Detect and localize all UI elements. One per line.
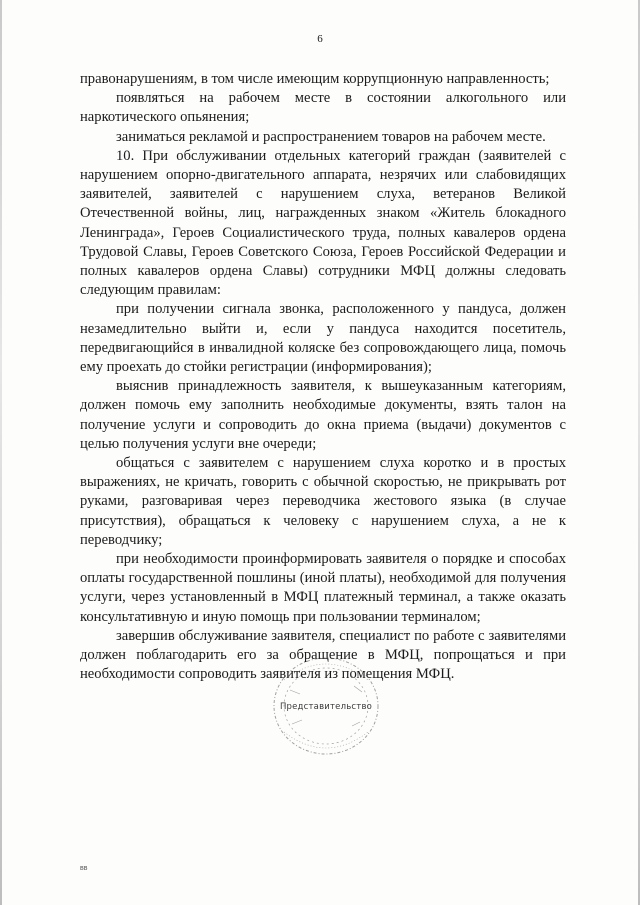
paragraph-assist-documents: выяснив принадлежность заявителя, к вышеуказанным категориям, должен помочь ему заполнить необходимые документы, взять талон на получение услуги и сопроводить до окна приема (выдачи) документов с целью получения услуги вне очереди;: [80, 378, 566, 452]
document-body: [80, 70, 566, 685]
official-stamp: [270, 650, 382, 760]
paragraph-continuation: правонарушениям, в том числе имеющим коррупционную направленность;: [80, 71, 550, 87]
page-number: 6: [317, 33, 323, 45]
paragraph-hearing-impaired: общаться с заявителем с нарушением слуха коротко и в простых выражениях, не кричать, говорить с обычной скоростью, не прикрывать рот руками, разговаривая через переводчика жестового языка (в случае присутствия), обращаться к человеку с нарушением слуха, а не к переводчику;: [80, 455, 566, 548]
paragraph-advertising: заниматься рекламой и распространением товаров на рабочем месте.: [116, 128, 546, 145]
paragraph-item-10: 10. При обслуживании отдельных категорий граждан (заявителей с нарушением опорно-двигательного аппарата, незрячих или слабовидящих заявителей, заявителей с нарушением слуха, ветеранов Великой Отечественной войны, лиц, награжденных знаком «Житель блокадного Ленинграда», Героев Социалистического труда, полных кавалеров ордена Трудовой Славы, Героев Советского Союза, Героев Российской Федерации и полных кавалеров ордена Славы) сотрудники МФЦ должны следовать следующим правилам:: [80, 147, 566, 299]
footer-mark: вв: [80, 865, 88, 872]
page-left-edge: [0, 0, 2, 905]
paragraph-intoxication: появляться на рабочем месте в состоянии алкогольного или наркотического опьянения;: [80, 90, 566, 126]
stamp-label: Представительство: [279, 702, 373, 712]
paragraph-payment-info: при необходимости проинформировать заявителя о порядке и способах оплаты государственной пошлины (иной платы), необходимой для получения услуги, через установленный в МФЦ платежный терминал, а также оказать консультативную и иную помощь при пользовании терминалом;: [80, 551, 566, 625]
paragraph-completion: завершив обслуживание заявителя, специалист по работе с заявителями должен поблагодарить его за обращение в МФЦ, попрощаться и при необходимости сопроводить заявителя из помещения МФЦ.: [80, 627, 566, 683]
paragraph-doorbell: при получении сигнала звонка, расположенного у пандуса, должен незамедлительно выйти и, если у пандуса находится посетитель, передвигающийся в инвалидной коляске без сопровождающего лица, помочь ему проехать до стойки регистрации (информирования);: [80, 301, 566, 376]
